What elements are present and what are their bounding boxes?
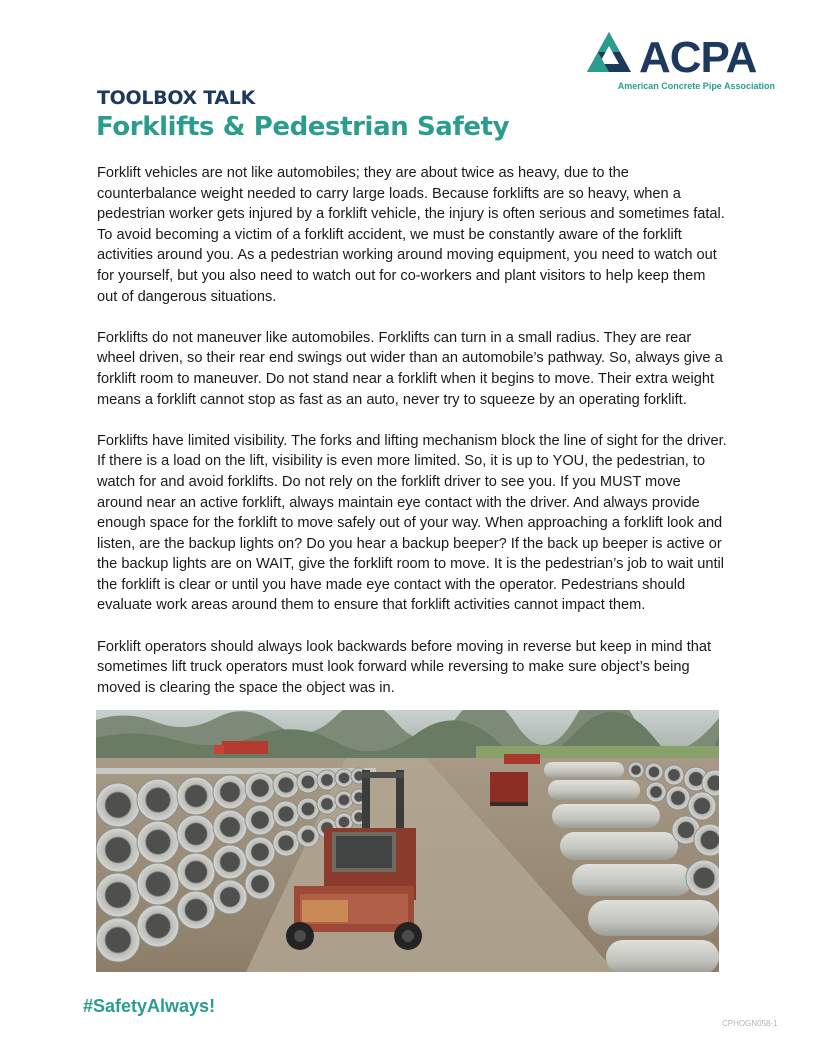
- toolbox-talk-kicker: TOOLBOX TALK: [97, 87, 256, 109]
- logo-wordmark: ACPA: [639, 33, 757, 82]
- article-body: [97, 163, 727, 719]
- document-code: CPHOGN058-1: [722, 1019, 778, 1028]
- paragraph-3: Forklifts have limited visibility. The forks and lifting mechanism block the line of sight for the driver. If there is a load on the lift, visibility is even more limited. So, it is up to YOU, the pedestrian, to watch for and avoid forklifts. Do not rely on the forklift driver to see you. If you MUST move around near an active forklift, always maintain eye contact with the driver. And always provide enough space for the forklift to move safely out of your way. When approaching a forklift look and listen, are the backup lights on? Do you hear a backup beeper? If the back up beeper is active or the backup lights are on WAIT, give the forklift room to move. It is the pedestrian’s job to wait until the forklift is clear or until you have made eye contact with the operator. Pedestrians should evaluate work areas around them to ensure that forklift activities cannot impact them.: [97, 432, 727, 614]
- forklift-yard-photo: [96, 710, 719, 972]
- page-title: Forklifts & Pedestrian Safety: [96, 112, 510, 142]
- paragraph-4: Forklift operators should always look backwards before moving in reverse but keep in mind that sometimes lift truck operators must look forward while reversing to make sure object’s being moved is clearing the space the object was in.: [97, 638, 712, 696]
- logo-tagline: American Concrete Pipe Association: [617, 81, 775, 91]
- paragraph-2: Forklifts do not maneuver like automobiles. Forklifts can turn in a small radius. They are rear wheel driven, so their rear end swings out wider than an automobile’s pathway. So, always give a forklift room to maneuver. Do not stand near a forklift when it begins to move. Their extra weight means a forklift cannot stop as fast as an auto, never try to squeeze by an operating forklift.: [97, 329, 723, 408]
- triangle-logo-icon: [585, 30, 641, 80]
- safety-hashtag: #SafetyAlways!: [83, 996, 216, 1016]
- acpa-logo: [585, 30, 775, 92]
- paragraph-1: Forklift vehicles are not like automobiles; they are about twice as heavy, due to the counterbalance weight needed to carry large loads. Because forklifts are so heavy, when a pedestrian worker gets injured by a forklift vehicle, the injury is often serious and sometimes fatal. To avoid becoming a victim of a forklift accident, we must be constantly aware of the forklift activities around you. As a pedestrian working around moving equipment, you need to watch out for yourself, but you also need to watch out for co-workers and plant visitors to help keep them out of dangerous situations.: [97, 165, 725, 305]
- forklift-pipe-yard-illustration: [96, 710, 719, 972]
